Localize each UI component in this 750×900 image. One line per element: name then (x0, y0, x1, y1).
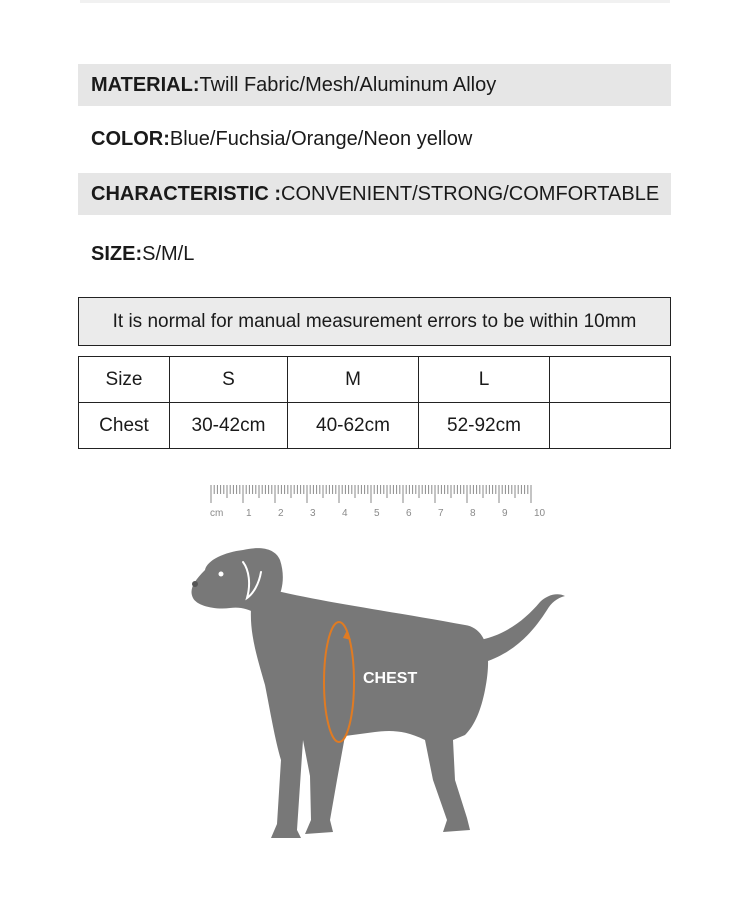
ruler-number: 7 (438, 508, 444, 519)
color-row (78, 118, 671, 160)
ruler-number: 10 (534, 508, 546, 519)
table-cell: 52-92cm (419, 403, 550, 449)
eye-icon (219, 572, 224, 577)
material-row (78, 64, 671, 106)
size-row (78, 233, 671, 275)
top-divider (80, 0, 670, 3)
size-label: SIZE: (91, 242, 143, 265)
characteristic-value: CONVENIENT/STRONG/COMFORTABLE (281, 182, 660, 205)
table-cell: 40-62cm (288, 403, 419, 449)
ruler-number: 5 (374, 508, 380, 519)
ruler-number: 1 (246, 508, 252, 519)
ruler-icon (207, 483, 547, 523)
table-row (79, 357, 671, 403)
material-value: Twill Fabric/Mesh/Aluminum Alloy (199, 73, 497, 96)
material-label: MATERIAL: (91, 73, 200, 96)
ruler-number: 2 (278, 508, 284, 519)
nose-icon (192, 581, 198, 587)
characteristic-row (78, 173, 671, 215)
table-cell: S (170, 357, 288, 403)
ruler-number: 8 (470, 508, 476, 519)
characteristic-label: CHARACTERISTIC : (91, 182, 281, 205)
table-cell: Size (79, 357, 170, 403)
ruler-unit-label: cm (210, 508, 224, 519)
ruler-number: 4 (342, 508, 348, 519)
size-value: S/M/L (142, 242, 195, 265)
color-label: COLOR: (91, 127, 170, 150)
color-value: Blue/Fuchsia/Orange/Neon yellow (169, 127, 473, 150)
dog-diagram (185, 540, 575, 850)
table-cell: L (419, 357, 550, 403)
ruler-number: 3 (310, 508, 316, 519)
table-cell (550, 357, 671, 403)
table-row (79, 403, 671, 449)
measurement-notice: It is normal for manual measurement errors to be within 10mm (78, 297, 671, 346)
ruler-number: 6 (406, 508, 412, 519)
ruler-number: 9 (502, 508, 508, 519)
table-cell: Chest (79, 403, 170, 449)
table-cell: 30-42cm (170, 403, 288, 449)
chest-label: CHEST (363, 670, 418, 687)
size-table (78, 356, 671, 449)
table-cell (550, 403, 671, 449)
table-cell: M (288, 357, 419, 403)
